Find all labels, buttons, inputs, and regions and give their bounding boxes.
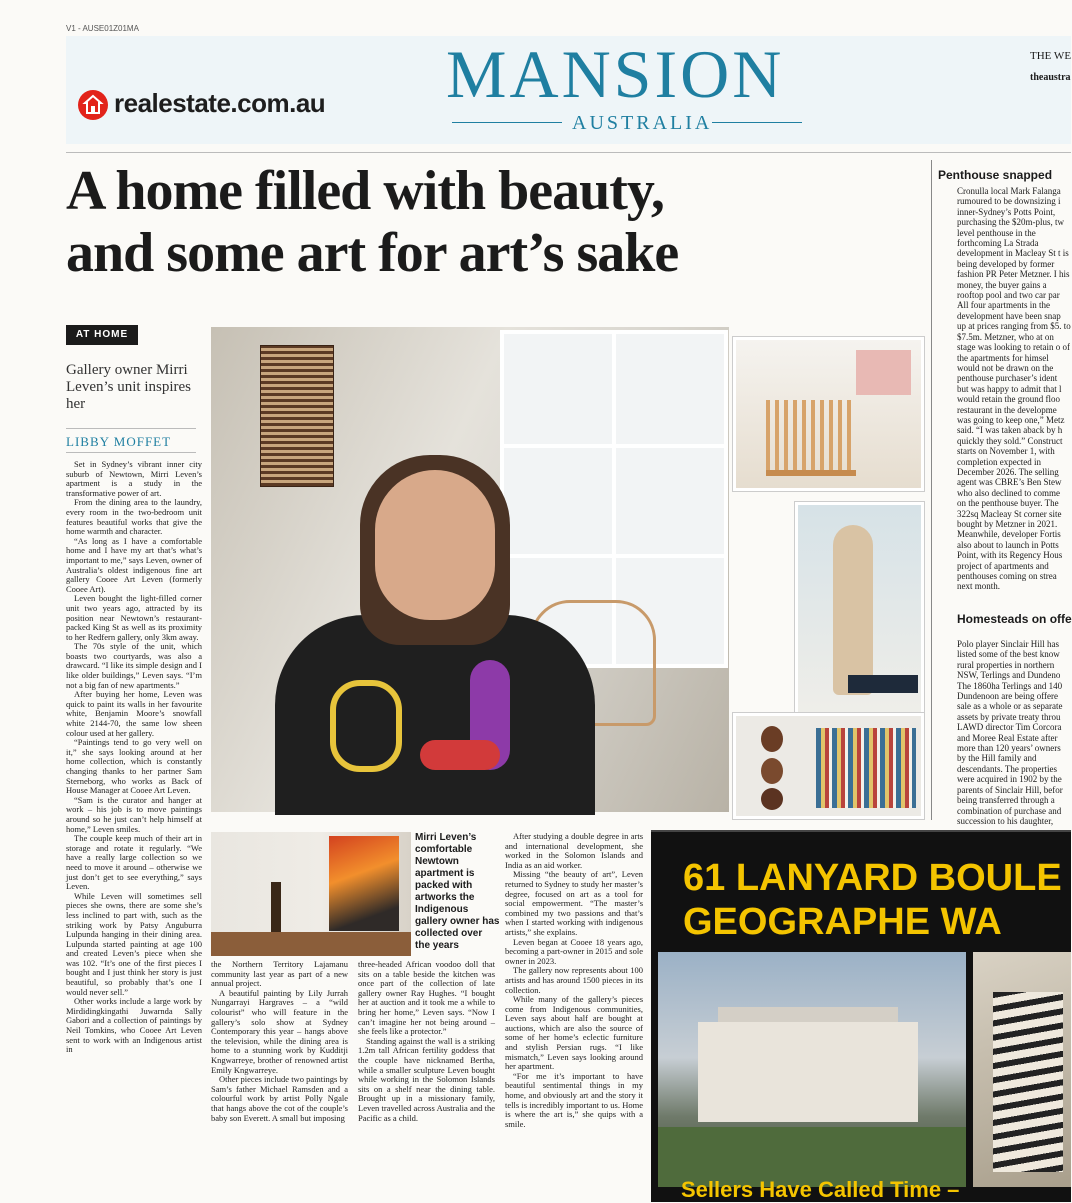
section-tag: AT HOME <box>66 325 138 345</box>
paragraph: Other pieces include two paintings by Sam’s father Michael Ramsden and a colourful work by artist Polly Ngale that hangs above the cot of the couple’s baby son Everett. A small but imposing <box>211 1074 348 1123</box>
byline: LIBBY MOFFET <box>66 434 172 449</box>
paragraph: A beautiful painting by Lily Jurrah Nungarrayi Hargraves – a “wild colourist” who will feature in the gallery’s solo show at Sydney Contemporary this year – hangs above the television, while the dining area is home to a stunning work by Kudditji Kngwarreye, brother of renowned artist Emily Kngwarreye. <box>211 987 348 1075</box>
paragraph: Leven began at Cooee 18 years ago, becoming a part-owner in 2015 and sole owner in 2023. <box>505 936 643 966</box>
masthead-title: MANSION <box>446 36 785 112</box>
masthead-rule-right <box>712 122 802 123</box>
sidebar-story-2-body <box>957 630 1071 826</box>
photo-caption: Mirri Leven’s comfortable Newtown apartment is packed with artworks the Indigenous gallery owner has collected over the years <box>415 832 500 951</box>
article-column-3 <box>358 960 495 1200</box>
sidebar-story-1-body <box>957 186 1071 646</box>
house-logo-icon <box>78 90 108 120</box>
paragraph: “For me it’s important to have beautiful sentimental things in my home, and obviously art and the story it tells is incredibly important to us. Home is where the art is,” she quips with a smile. <box>505 1070 643 1129</box>
paragraph: Leven bought the light-filled corner unit two years ago, attracted by its position near Newtown’s restaurant-packed King St as well as its proximity to her Redfern gallery, only 3km away. <box>66 593 202 642</box>
paragraph: Other works include a large work by Mirdidingkingathi Juwarnda Sally Gabori and a collection of paintings by Neil Tomkins, who Cooee Art Leven sent to work with an Indigenous artist in <box>66 996 202 1055</box>
paragraph: “As long as I have a comfortable home and I have my art that’s what’s important to me,” says Leven, owner of Australia’s oldest indigenous fine art gallery Cooee Art Leven (formerly Cooee Art). <box>66 535 202 594</box>
headline <box>66 160 926 284</box>
paragraph: After studying a double degree in arts and international development, she worked in the Solomon Islands and India as an aid worker. <box>505 831 643 870</box>
site-url: theaustra <box>1030 72 1071 83</box>
sidebar-paragraph: Polo player Sinclair Hill has listed some of the best know rural properties in northern NSW, Terlings and Dundeno The 1860ha Terlings and 140 Dundenoon are being offere sale as a whole or as separate assets by private treaty throu LAWD director Tim Corcora and Moree Real Estate after more than 120 years’ owners by the Hill family and descendants. The properties were acquired in 1902 by the parents of Sinclair Hill, befor being transferred through a combination of purchase and succession to his daughter, <box>957 639 1063 826</box>
shirt-pattern <box>420 740 500 770</box>
paragraph: Set in Sydney’s vibrant inner city suburb of Newtown, Mirri Leven’s apartment is a study in the transformative power of art. <box>66 459 202 498</box>
sidebar-paragraph: Cronulla local Mark Falanga rumoured to be downsizing i inner-Sydney’s Potts Point, purchasing the $20m-plus, tw level penthouse in the forthcoming La Strada development in Macleay St t is being developed by former fashion PR Peter Metzner. I his money, the buyer gains a rooftop pool and two car par All four apartments in the development have been snap up at prices ranging from $5. to $7.5m. Metzner, who at on stage was looking to retain o of the apartments for himsel would not be drawn on the penthouse purchaser’s ident but was happy to admit that l would retain the ground floo restaurant in the developme was going to keep one,” Metz said. “I was taken aback by h quickly they sold.” Construct starts on November 1, with completion expected in December 2026. The selling agent was CBRE’s Ben Stew who also declined to comme on the penthouse buyer. The 322sq Macleay St corner site bought by Metzner in 2021. Meanwhile, developer Fortis also about to launch in Potts Point, with its Regency Hous project of apartments and penthouses coming on strea next month. <box>957 186 1071 592</box>
person-face <box>375 470 495 620</box>
headline-line-1: A home filled with beauty, <box>66 160 664 222</box>
sidebar-story-2-title: Homesteads on offe <box>957 612 1072 626</box>
paragraph: “Paintings tend to go very well on it,” she says looking around at her home collection, which is constantly changing thanks to her partner Sam Sterneborg, who works as Back of House Manager at Cooee Art Leven. <box>66 737 202 796</box>
real-estate-advertisement[interactable] <box>651 830 1071 1202</box>
dining-room-photo <box>211 832 411 956</box>
voodoo-doll-inset-photo <box>795 502 924 718</box>
paragraph: “Sam is the curator and hanger at work – his job is to move paintings around so he just can’t help himself at home,” Leven smiles. <box>66 794 202 834</box>
ad-staircase-photo <box>973 952 1071 1187</box>
bookshelf-inset-photo <box>733 713 924 819</box>
paragraph: the Northern Territory Lajamanu community last year as part of a new annual project. <box>211 959 348 989</box>
paragraph: The 70s style of the unit, which boasts two courtyards, was also a drawcard. “I like its simple design and I like older buildings,” Leven says. “I’m not a big fan of new apartments.” <box>66 641 202 690</box>
masthead-rule-left <box>452 122 562 123</box>
paragraph: While many of the gallery’s pieces come from Indigenous communities, Leven says about half are bought at auctions, which are also the source of some of her home’s eclectic furniture and stylish Persian rugs. “I like mismatch,” Leven says looking around her apartment. <box>505 994 643 1072</box>
standfirst: Gallery owner Mirri Leven’s unit inspires her <box>66 362 191 412</box>
byline-rule-bottom <box>66 452 196 453</box>
paragraph: The gallery now represents about 100 artists and has around 1500 pieces in its collection. <box>505 965 643 995</box>
article-column-1 <box>66 460 202 1160</box>
ad-tagline: Sellers Have Called Time – <box>681 1177 960 1202</box>
paragraph: After buying her home, Leven was quick to paint its walls in her favourite white, Benjamin Moore’s snowfall white 2144-70, the same low sheen colour used at her gallery. <box>66 689 202 738</box>
paragraph: While Leven will sometimes sell pieces she owns, there are some she’s less inclined to part with, such as the striking work by Patsy Anguburra Lulpunda hanging in their dining area. Lulpunda started painting at age 100 and created Leven’s piece when she was 102. “It’s one of the first pieces I bought and I just think her story is just beautiful, so probably that’s one I would never sell.” <box>66 890 202 997</box>
header-divider <box>66 152 1071 153</box>
masthead-subtitle: AUSTRALIA <box>572 112 713 134</box>
article-column-4 <box>505 832 643 1202</box>
paragraph: Standing against the wall is a striking 1.2m tall African fertility goddess that the couple have nicknamed Bertha, while a smaller sculpture Leven bought while working in the Solomon Islands sits on a shelf near the dining table. Brought up in a missionary family, Leven travelled across Australia and the Pacific as a child. <box>358 1035 495 1123</box>
paragraph: Missing “the beauty of art”, Leven returned to Sydney to study her master’s degree, focused on art as a tool for social empowerment. “The master’s combined my two passions and that’s when I started working with indigenous artists,” she explains. <box>505 869 643 937</box>
shirt-pattern <box>330 680 402 772</box>
edition-line: THE WE <box>1030 50 1072 62</box>
nursery-inset-photo <box>733 337 924 491</box>
person-shirt <box>275 615 595 815</box>
ad-address-line-1: 61 LANYARD BOULE <box>683 857 1062 899</box>
ad-address-line-2: GEOGRAPHE WA <box>683 901 1002 943</box>
paragraph: three-headed African voodoo doll that sits on a table beside the kitchen was once part of the collection of late gallery owner Ray Hughes. “I bought her at auction and it took me a while to bring her home,” Leven says. “Now I can’t imagine her not being around – she feels like a protector.” <box>358 959 495 1037</box>
paragraph: The couple keep much of their art in storage and rotate it regularly. “We have a really large collection so we need to move it around – otherwise we just don’t get to see everything,” says Leven. <box>66 833 202 892</box>
byline-rule-top <box>66 428 196 429</box>
article-column-2 <box>211 960 348 1200</box>
sponsor-logo[interactable]: realestate.com.au <box>114 88 326 118</box>
sidebar-story-1-title: Penthouse snapped <box>938 168 1053 182</box>
bark-painting-artwork <box>260 345 334 487</box>
page-folio: V1 - AUSE01Z01MA <box>66 24 139 33</box>
headline-line-2: and some art for art’s sake <box>66 222 679 284</box>
ad-house-photo <box>658 952 966 1187</box>
column-divider <box>931 160 932 820</box>
paragraph: From the dining area to the laundry, every room in the two-bedroom unit features beautiful works that give the home warmth and character. <box>66 497 202 537</box>
